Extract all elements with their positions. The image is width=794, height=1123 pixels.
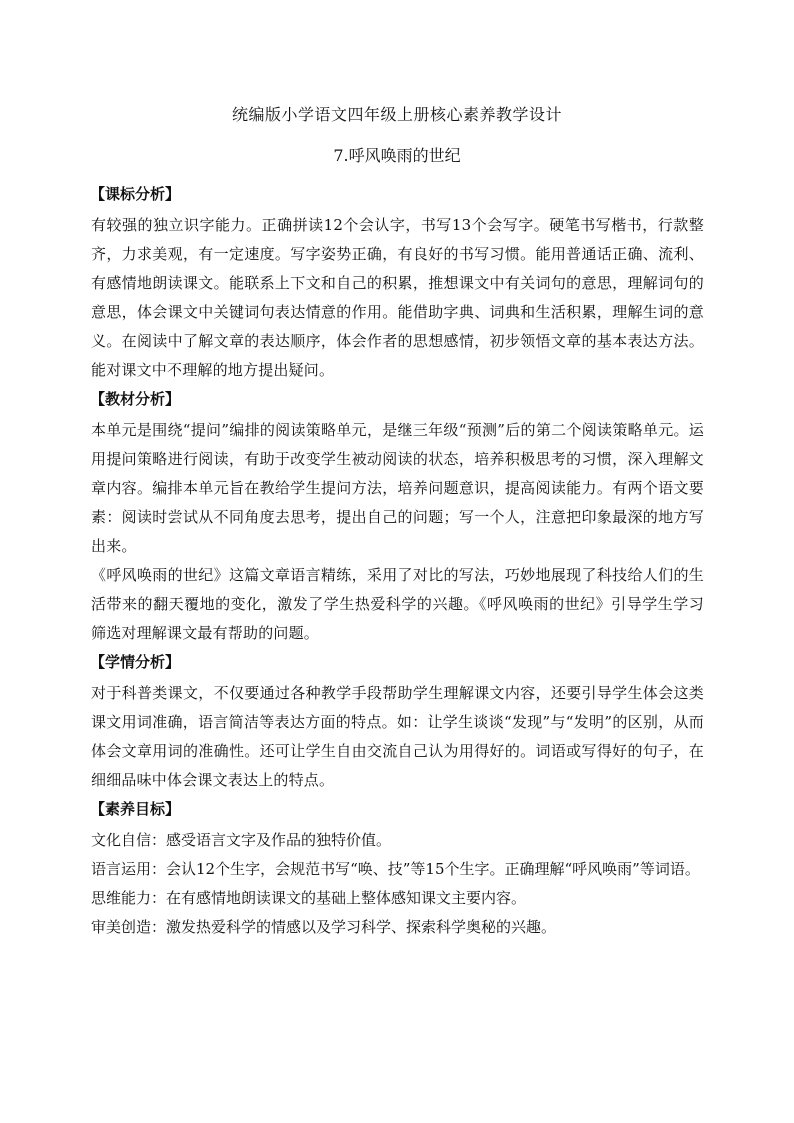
lesson-title: 7.呼风唤雨的世纪 — [333, 146, 461, 165]
goal-language: 语言运用：会认12个生字，会规范书写“唤、技”等15个生字。正确理解“呼风唤雨”等词语。 — [91, 860, 700, 878]
section-heading-textbook: 【教材分析】 — [90, 390, 181, 408]
goal-aesthetic: 审美创造：激发热爱科学的情感以及学习科学、探索科学奥秘的兴趣。 — [91, 918, 557, 936]
curriculum-paragraph: 有较强的独立识字能力。正确拼读12个会认字，书写13个会写字。硬笔书写楷书，行款整齐，力求美观，有一定速度。写字姿势正确，有良好的书写习惯。能用普通话正确、流利、有感情地朗读课文。能联系上下文和自己的积累，推想课文中有关词句的意思，理解词句的意思，体会课文中关键词句表达情意的作用。能借助字典、词典和生活积累，理解生词的意义。在阅读中了解文章的表达顺序，体会作者的思想感情，初步领悟文章的基本表达方法。能对课文中不理解的地方提出疑问。 — [91, 216, 704, 379]
goal-thinking: 思维能力：在有感情地朗读课文的基础上整体感知课文主要内容。 — [91, 889, 527, 907]
document-title: 统编版小学语文四年级上册核心素养教学设计 — [231, 105, 562, 124]
section-heading-learners: 【学情分析】 — [90, 653, 181, 671]
document-body — [91, 180, 704, 942]
section-heading-curriculum: 【课标分析】 — [90, 185, 181, 203]
textbook-paragraph-2: 《呼风唤雨的世纪》这篇文章语言精练，采用了对比的写法，巧妙地展现了科技给人们的生活带来的翻天覆地的变化，激发了学生热爱科学的兴趣。《呼风唤雨的世纪》引导学生学习筛选对理解课文最有帮助的问题。 — [91, 566, 704, 642]
textbook-paragraph-1: 本单元是围绕“提问”编排的阅读策略单元，是继三年级“预测”后的第二个阅读策略单元。运用提问策略进行阅读，有助于改变学生被动阅读的状态，培养积极思考的习惯，深入理解文章内容。编排本单元旨在教给学生提问方法，培养问题意识，提高阅读能力。有两个语文要素：阅读时尝试从不同角度去思考，提出自己的问题；写一个人，注意把印象最深的地方写出来。 — [91, 421, 704, 555]
goal-culture: 文化自信：感受语言文字及作品的独特价值。 — [91, 831, 392, 849]
section-heading-goals: 【素养目标】 — [90, 800, 181, 818]
learners-paragraph: 对于科普类课文，不仅要通过各种教学手段帮助学生理解课文内容，还要引导学生体会这类课文用词准确，语言简洁等表达方面的特点。如：让学生谈谈“发现”与“发明”的区别，从而体会文章用词的准确性。还可让学生自由交流自己认为用得好的。词语或写得好的句子，在细细品味中体会课文表达上的特点。 — [91, 684, 704, 789]
